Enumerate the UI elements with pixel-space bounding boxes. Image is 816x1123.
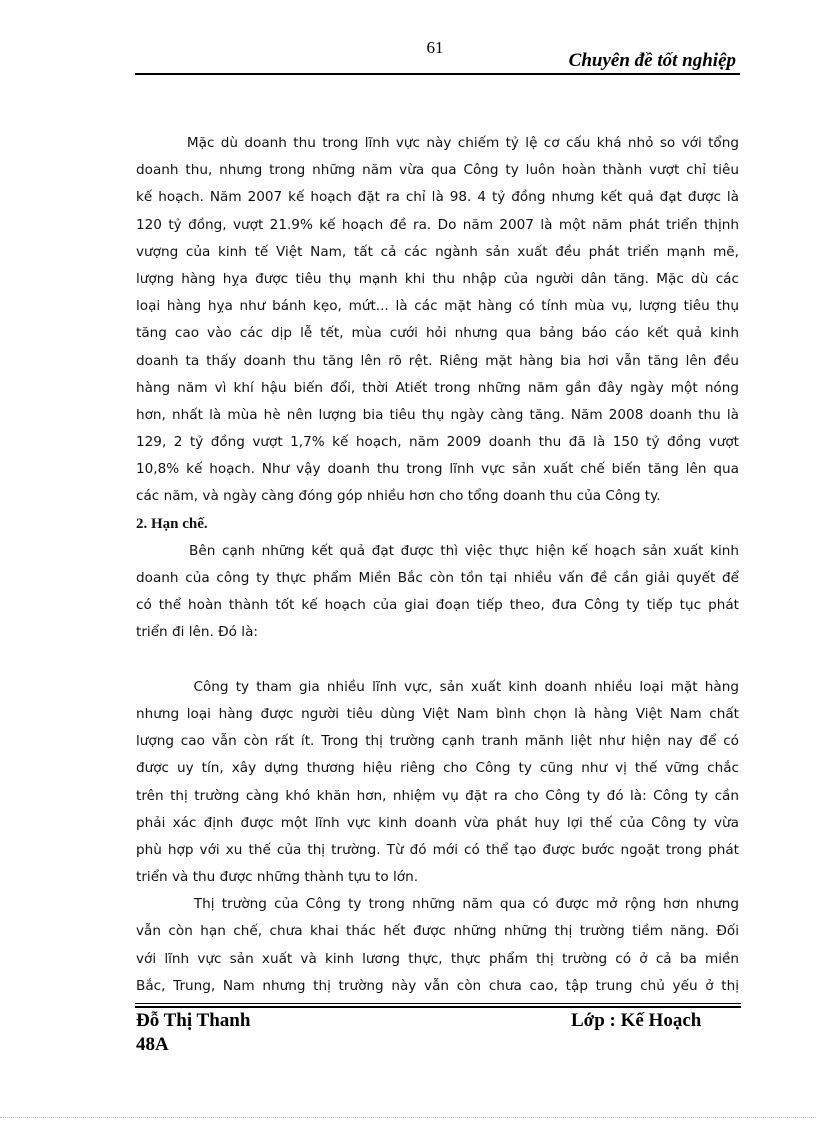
text-line: phải xác định được một lĩnh vực kinh doanh vừa phát huy lợi thế của Công ty vừa <box>136 814 739 831</box>
text-line: có thể hoàn thành tốt kế hoạch của giai đoạn tiếp theo, đưa Công ty tiếp tục phát <box>136 597 739 614</box>
footer-author <box>136 1009 250 1057</box>
sub-heading <box>136 647 739 674</box>
text-line: 10,8% kế hoạch. Như vậy doanh thu trong lĩnh vực sản xuất chế biến tăng lên qua <box>136 461 739 478</box>
text-line: hơn, nhất là mùa hè nên lượng bia tiêu thụ ngày càng tăng. Năm 2008 doanh thu là <box>136 406 739 423</box>
text-line: Công ty tham gia nhiều lĩnh vực, sản xuất kinh doanh nhiều loại mặt hàng <box>136 678 739 695</box>
text-line: doanh thu, nhưng trong những năm vừa qua Công ty luôn hoàn thành vượt chỉ tiêu <box>136 162 739 179</box>
page-edge-dotted <box>0 1117 816 1118</box>
page-number: 61 <box>426 38 444 57</box>
text-line: triển và thu được những thành tựu to lớn. <box>136 869 419 886</box>
text-line: được uy tín, xây dựng thương hiệu riêng cho Công ty cũng như vị thế vững chắc <box>136 760 739 777</box>
text-line: tăng cao vào các dịp lễ tết, mùa cưới hỏi nhưng qua bảng báo cáo kết quả kinh <box>136 325 739 342</box>
text-line: loại hàng hỵa như bánh kẹo, mứt... là các mặt hàng có tính mùa vụ, lượng tiêu thụ <box>136 298 739 315</box>
text-line: doanh ta thấy doanh thu tăng lên rõ rệt. Riêng mặt hàng bia hơi vẫn tăng lên đều <box>136 352 739 369</box>
text-line: triển đi lên. Đó là: <box>136 624 258 641</box>
header-title: Chuyên đề tốt nghiệp <box>568 50 736 71</box>
text-line: Bắc, Trung, Nam nhưng thị trường này vẫn còn chưa cao, tập trung chủ yếu ở thị <box>136 977 739 994</box>
text-line: các năm, và ngày càng đóng góp nhiều hơn cho tổng doanh thu của Công ty. <box>136 488 661 505</box>
author-class-code: 48A <box>136 1034 169 1055</box>
section-heading: 2. Hạn chế. <box>136 515 208 532</box>
text-line: kế hoạch. Năm 2007 kế hoạch đặt ra chỉ là 98. 4 tỷ đồng nhưng kết quả đạt được là <box>136 189 739 206</box>
text-line: Thị trường của Công ty trong những năm qua có được mở rộng hơn nhưng <box>136 896 739 913</box>
text-line: lượng hàng hỵa được tiêu thụ mạnh khi thu nhập của người dân tăng. Mặc dù các <box>136 270 739 287</box>
text-line: 120 tỷ đồng, vượt 21.9% kế hoạch đề ra. Do năm 2007 là một năm phát triển thịnh <box>136 216 739 233</box>
text-line: với lĩnh vực sản xuất và kinh lương thực, thực phẩm thị trường có ở cả ba miền <box>136 950 739 967</box>
text-line: Mặc dù doanh thu trong lĩnh vực này chiếm tỷ lệ cơ cấu khá nhỏ so với tổng <box>136 135 739 151</box>
text-line: vẫn còn hạn chế, chưa khai thác hết được những những thị trường tiềm năng. Đối <box>136 923 739 940</box>
body-text <box>136 130 739 1000</box>
text-line: hàng năm vì khí hậu biến đổi, thời Atiết trong những năm gần đây ngày một nóng <box>136 379 739 396</box>
footer-class: Lớp : Kế Hoạch <box>571 1010 702 1031</box>
footer-rule-double <box>135 1006 741 1008</box>
text-line: Bên cạnh những kết quả đạt được thì việc thực hiện kế hoạch sản xuất kinh <box>136 542 739 559</box>
text-line: trên thị trường càng khó khăn hơn, nhiệm vụ đặt ra cho Công ty đó là: Công ty cần <box>136 787 739 804</box>
footer-rule <box>135 1003 741 1004</box>
text-line: 129, 2 tỷ đồng vượt 1,7% kế hoạch, năm 2009 doanh thu đã là 150 tỷ đồng vượt <box>136 434 739 451</box>
author-name: Đỗ Thị Thanh <box>136 1010 251 1031</box>
text-line: lượng cao vẫn còn rất ít. Trong thị trường cạnh tranh mãnh liệt như hiện nay để có <box>136 733 739 750</box>
text-line: doanh của công ty thực phẩm Miền Bắc còn tồn tại nhiều vấn đề cần giải quyết để <box>136 570 739 586</box>
text-line: nhưng loại hàng được người tiêu dùng Việt Nam bình chọn là hàng Việt Nam chất <box>136 705 739 722</box>
text-line: phù hợp với xu thế của thị trường. Từ đó mới có thể tạo được bước ngoặt trong phát <box>136 841 739 858</box>
header-rule <box>135 73 740 75</box>
text-line: vượng của kinh tế Việt Nam, tất cả các ngành sản xuất đều phát triển mạnh mẽ, <box>136 243 739 260</box>
